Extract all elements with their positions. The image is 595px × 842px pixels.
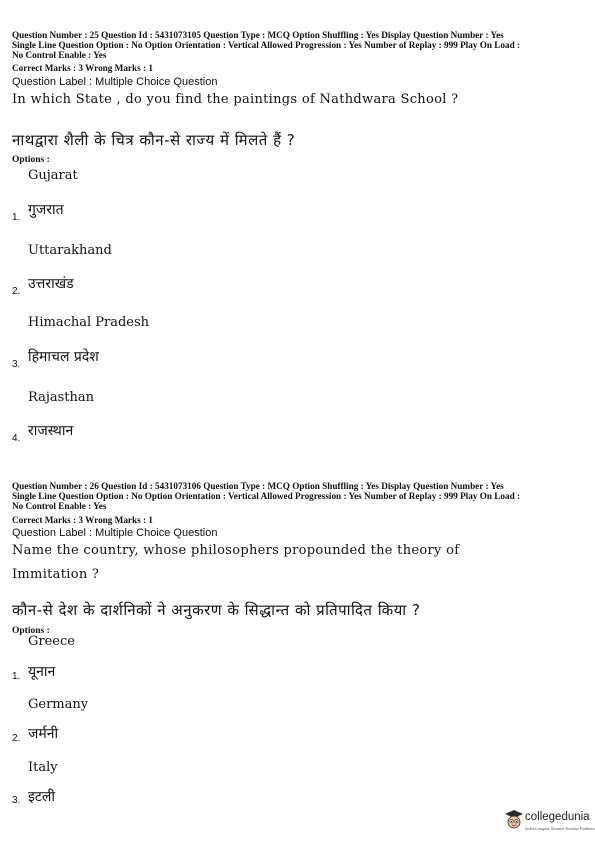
q26-option-2-number: 2. <box>12 733 21 744</box>
q26-meta-line3: No Control Enable : Yes <box>12 501 107 511</box>
q26-option-3-number: 3. <box>12 795 21 806</box>
q26-question-text-en-line2: Immitation ? <box>12 567 100 582</box>
graduate-mascot-icon <box>503 808 525 830</box>
q26-meta-line2: Single Line Question Option : No Option Orientation : Vertical Allowed Progression : Yes Number of Replay : 999 Play On Load : <box>12 491 521 501</box>
q25-option-3-hi[interactable]: हिमाचल प्रदेश <box>28 349 99 365</box>
q26-option-3-hi[interactable]: इटली <box>28 789 56 805</box>
q25-meta-line2: Single Line Question Option : No Option Orientation : Vertical Allowed Progression : Yes Number of Replay : 999 Play On Load : <box>12 40 521 50</box>
q26-question-text-en-line1: Name the country, whose philosophers propounded the theory of <box>12 543 460 558</box>
q25-option-4-number: 4. <box>12 433 21 444</box>
q26-option-2-en[interactable]: Germany <box>28 697 89 712</box>
q25-option-2-hi[interactable]: उत्तराखंड <box>28 276 74 292</box>
collegedunia-logo <box>503 806 595 836</box>
q26-question-label: Question Label : Multiple Choice Question <box>12 527 218 539</box>
q26-option-3-en[interactable]: Italy <box>28 760 58 775</box>
q25-option-1-hi[interactable]: गुजरात <box>28 202 64 218</box>
q25-option-3-en[interactable]: Himachal Pradesh <box>28 315 150 330</box>
q25-meta-line1: Question Number : 25 Question Id : 5431073105 Question Type : MCQ Option Shuffling : Yes Display Question Number : Yes <box>12 30 504 40</box>
q25-question-text-hi: नाथद्वारा शैली के चित्र कौन-से राज्य में मिलते हैं ? <box>12 131 296 149</box>
q26-option-2-hi[interactable]: जर्मनी <box>28 726 59 742</box>
q25-option-4-hi[interactable]: राजस्थान <box>28 423 74 439</box>
q26-meta-line1: Question Number : 26 Question Id : 5431073106 Question Type : MCQ Option Shuffling : Yes Display Question Number : Yes <box>12 481 504 491</box>
logo-wordmark: collegedunia <box>525 811 590 823</box>
q26-option-1-hi[interactable]: यूनान <box>28 664 56 680</box>
q26-option-1-en[interactable]: Greece <box>28 634 75 649</box>
q25-option-2-en[interactable]: Uttarakhand <box>28 243 112 258</box>
q25-option-2-number: 2. <box>12 286 21 297</box>
q25-option-3-number: 3. <box>12 359 21 370</box>
q25-option-1-en[interactable]: Gujarat <box>28 168 78 183</box>
q25-options-heading: Options : <box>12 155 50 165</box>
q26-option-1-number: 1. <box>12 671 21 682</box>
q25-meta-line3: No Control Enable : Yes <box>12 50 107 60</box>
logo-tagline: India's largest Student Review Platform <box>525 826 595 831</box>
q26-marks: Correct Marks : 3 Wrong Marks : 1 <box>12 515 153 525</box>
q25-option-1-number: 1. <box>12 212 21 223</box>
q26-question-text-hi: कौन-से देश के दार्शनिकों ने अनुकरण के सिद्धान्त को प्रतिपादित किया ? <box>12 601 421 619</box>
q26-options-heading: Options : <box>12 626 50 636</box>
q25-question-label: Question Label : Multiple Choice Question <box>12 76 218 88</box>
q25-question-text-en: In which State , do you find the paintings of Nathdwara School ? <box>12 92 459 107</box>
q25-marks: Correct Marks : 3 Wrong Marks : 1 <box>12 63 153 73</box>
q25-option-4-en[interactable]: Rajasthan <box>28 390 95 405</box>
